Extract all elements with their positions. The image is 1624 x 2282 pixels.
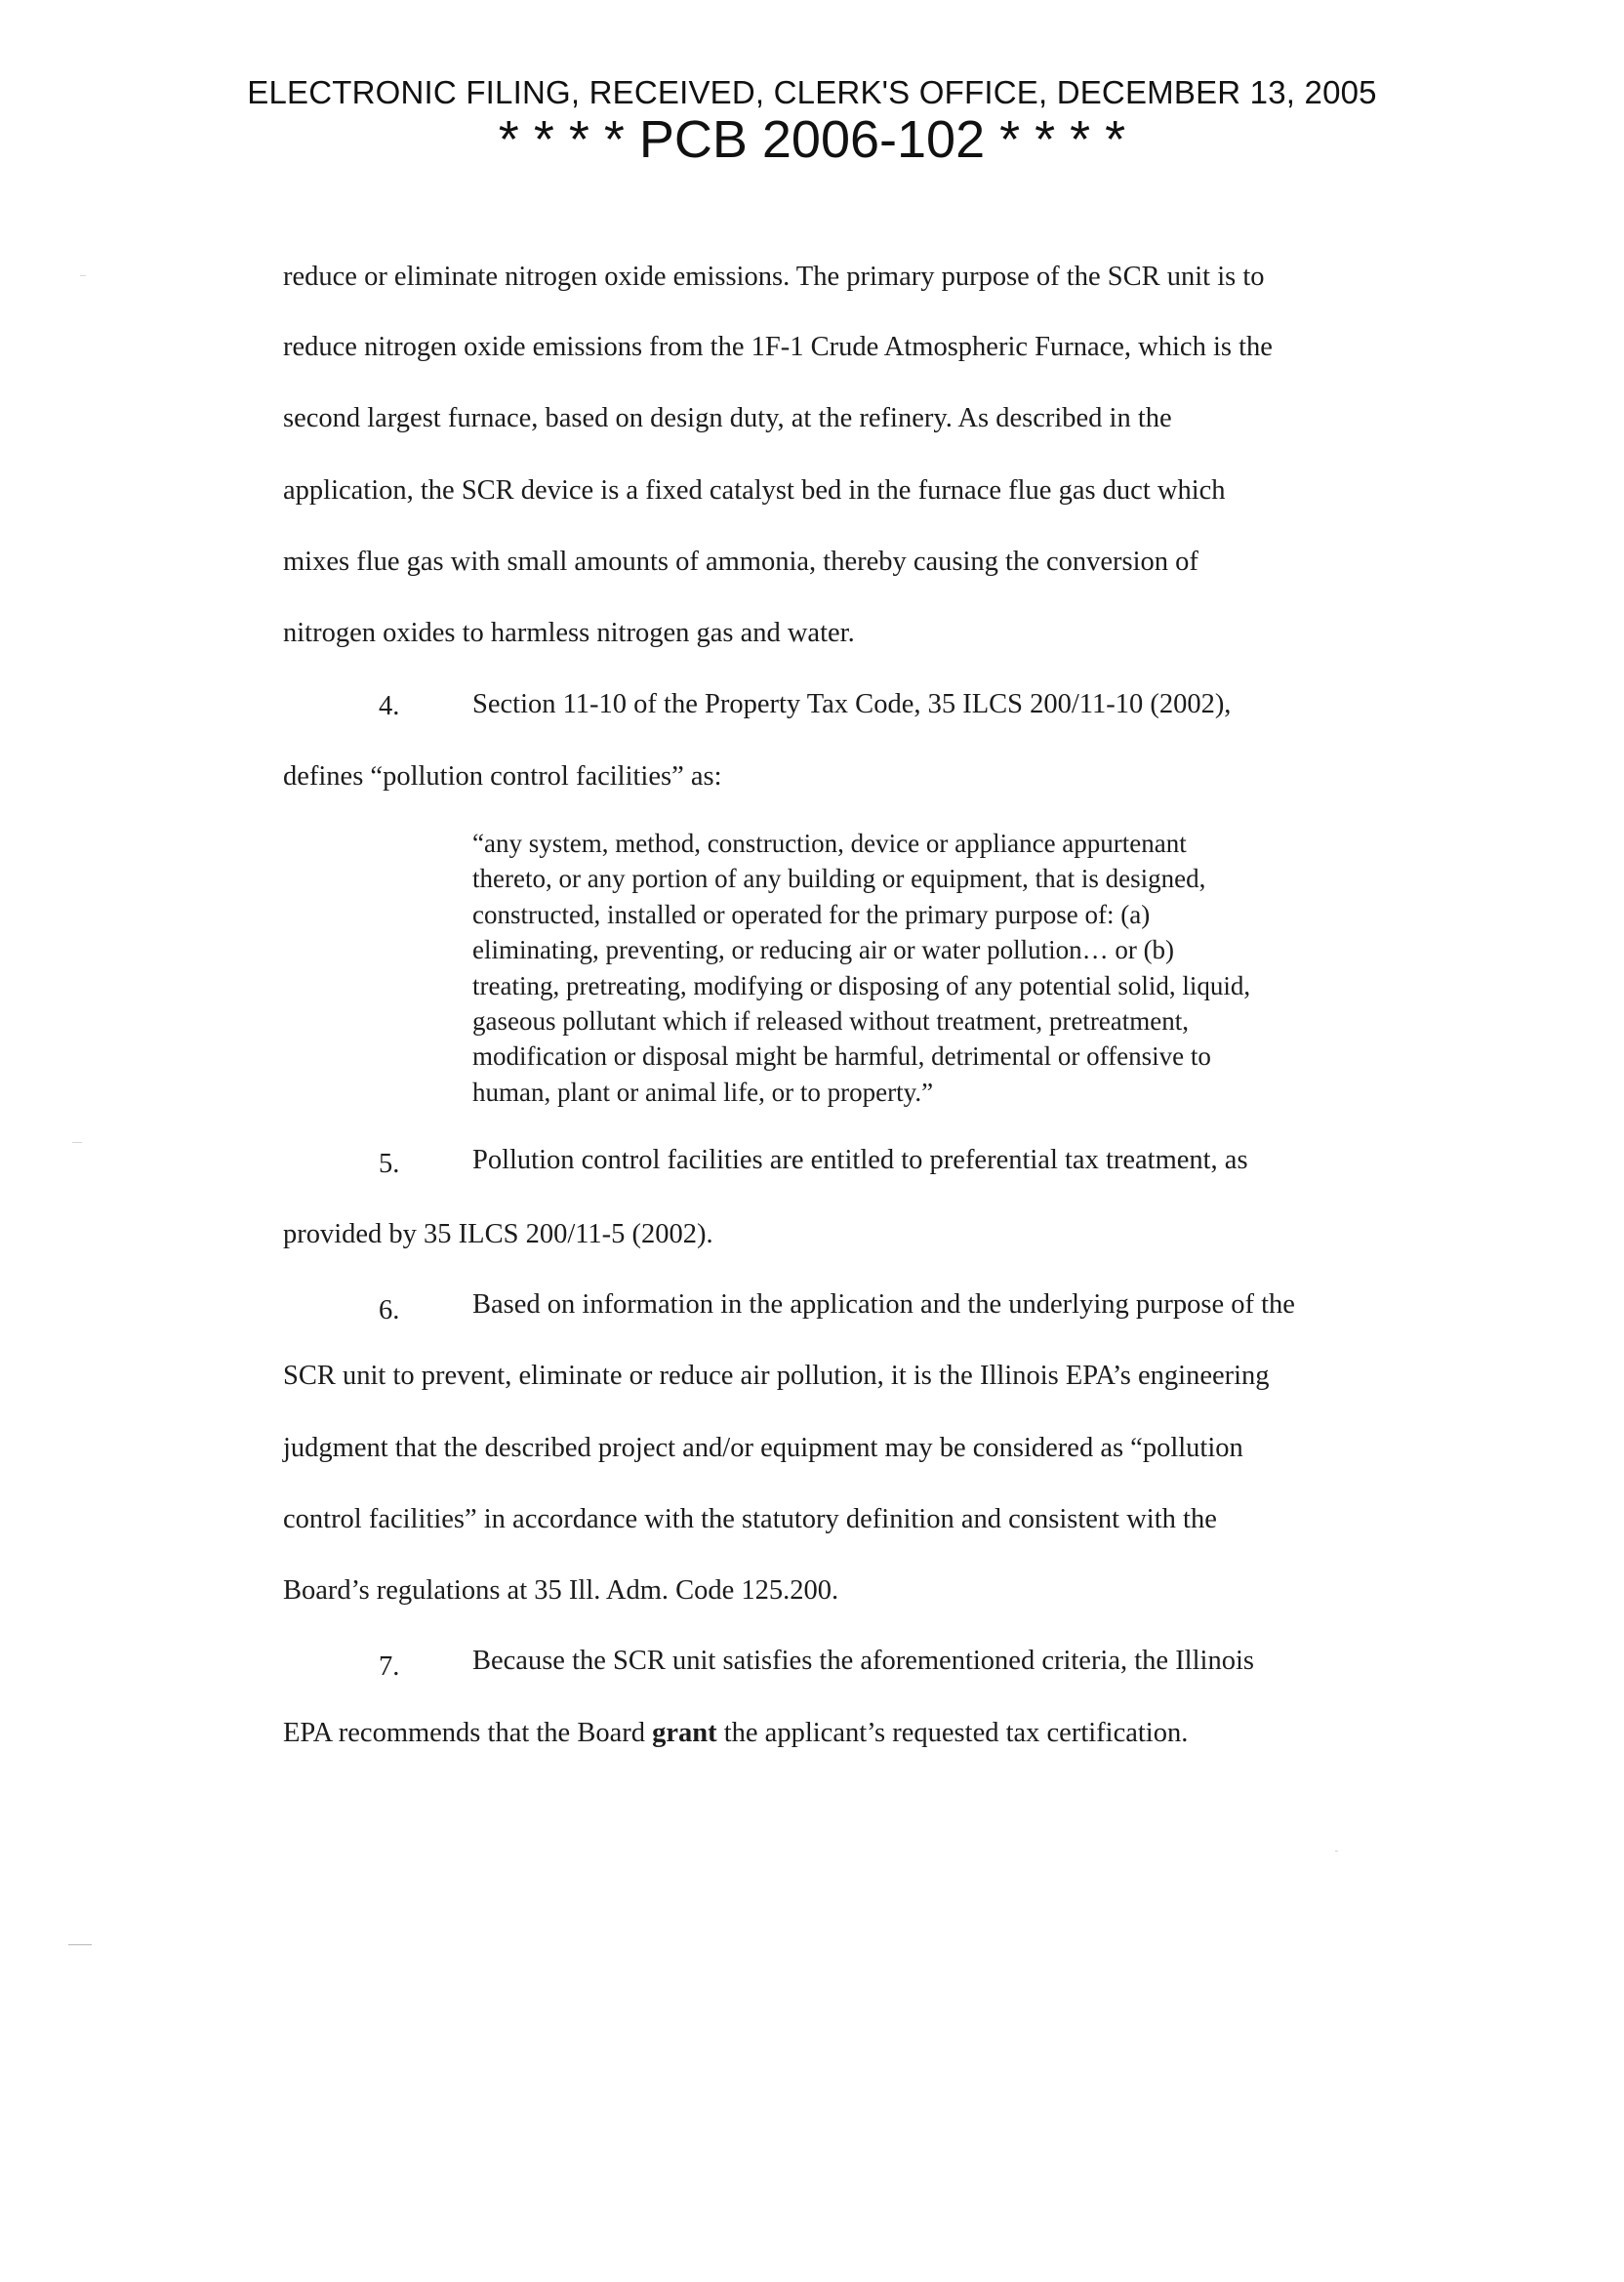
paragraph-line: SCR unit to prevent, eliminate or reduce air pollution, it is the Illinois EPA’s engineering bbox=[283, 1361, 1270, 1391]
quote-line: modification or disposal might be harmful, detrimental or offensive to bbox=[472, 1041, 1211, 1072]
paragraph-line: Pollution control facilities are entitled to preferential tax treatment, as bbox=[472, 1145, 1248, 1175]
paragraph-line: Section 11-10 of the Property Tax Code, 35 ILCS 200/11-10 (2002), bbox=[472, 689, 1232, 719]
quote-line: thereto, or any portion of any building or equipment, that is designed, bbox=[472, 864, 1206, 894]
paragraph-line: Based on information in the application and the underlying purpose of the bbox=[472, 1289, 1295, 1320]
recommendation-text: the applicant’s requested tax certification. bbox=[716, 1718, 1189, 1748]
scan-speck bbox=[68, 1944, 92, 1945]
paragraph-line: reduce or eliminate nitrogen oxide emissions. The primary purpose of the SCR unit is to bbox=[283, 262, 1265, 292]
paragraph-line: Because the SCR unit satisfies the aforementioned criteria, the Illinois bbox=[472, 1646, 1254, 1676]
paragraph-line bbox=[283, 1718, 1188, 1749]
recommendation-text: EPA recommends that the Board bbox=[283, 1718, 653, 1748]
paragraph-number: 6. bbox=[379, 1295, 400, 1325]
filing-stamp: ELECTRONIC FILING, RECEIVED, CLERK'S OFFICE, DECEMBER 13, 2005 bbox=[247, 74, 1377, 110]
quote-line: treating, pretreating, modifying or disposing of any potential solid, liquid, bbox=[472, 970, 1251, 1000]
paragraph-line: second largest furnace, based on design duty, at the refinery. As described in the bbox=[283, 403, 1172, 433]
quote-line: constructed, installed or operated for the primary purpose of: (a) bbox=[472, 899, 1151, 929]
scan-speck bbox=[1335, 1851, 1338, 1852]
paragraph-line: nitrogen oxides to harmless nitrogen gas and water. bbox=[283, 618, 855, 648]
paragraph-line: Board’s regulations at 35 Ill. Adm. Code 125.200. bbox=[283, 1575, 839, 1606]
paragraph-line: mixes flue gas with small amounts of ammonia, thereby causing the conversion of bbox=[283, 547, 1198, 577]
block-quote bbox=[472, 826, 1409, 1110]
paragraph-line: application, the SCR device is a fixed catalyst bed in the furnace flue gas duct which bbox=[283, 475, 1226, 506]
quote-line: gaseous pollutant which if released without treatment, pretreatment, bbox=[472, 1006, 1190, 1037]
quote-line: “any system, method, construction, device or appliance appurtenant bbox=[472, 829, 1187, 858]
quote-line: human, plant or animal life, or to property.” bbox=[472, 1077, 934, 1107]
case-number: * * * * PCB 2006-102 * * * * bbox=[498, 110, 1126, 169]
paragraph-number: 4. bbox=[379, 691, 400, 721]
quote-line: eliminating, preventing, or reducing air or water pollution… or (b) bbox=[472, 935, 1175, 965]
paragraph-line: judgment that the described project and/or equipment may be considered as “pollution bbox=[283, 1433, 1243, 1463]
scan-speck bbox=[72, 1142, 82, 1143]
paragraph-line: reduce nitrogen oxide emissions from the 1F-1 Crude Atmospheric Furnace, which is the bbox=[283, 332, 1273, 362]
grant-emphasis: grant bbox=[652, 1718, 717, 1748]
scan-speck bbox=[80, 275, 86, 276]
paragraph-number: 7. bbox=[379, 1651, 400, 1682]
paragraph-number: 5. bbox=[379, 1149, 400, 1179]
paragraph-line: provided by 35 ILCS 200/11-5 (2002). bbox=[283, 1219, 713, 1249]
paragraph-line: defines “pollution control facilities” as: bbox=[283, 761, 722, 792]
paragraph-line: control facilities” in accordance with the statutory definition and consistent with the bbox=[283, 1504, 1217, 1534]
